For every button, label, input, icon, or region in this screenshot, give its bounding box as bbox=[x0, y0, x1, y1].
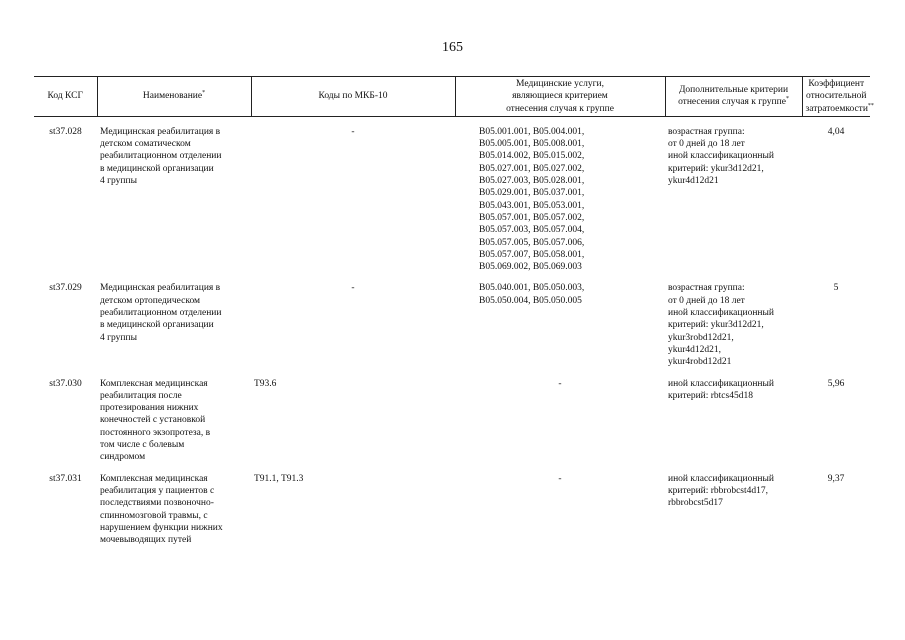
cell-coefficient: 4,04 bbox=[827, 126, 845, 137]
table-row bbox=[34, 116, 870, 276]
cell-coefficient: 5 bbox=[833, 283, 839, 294]
cell-criteria: иной классификационный критерий: rbtcs45d18 bbox=[668, 378, 774, 401]
header-code: Код КСГ bbox=[34, 77, 97, 117]
cell-coefficient: 5,96 bbox=[827, 378, 845, 389]
header-criteria: Дополнительные критерии отнесения случая к группе* bbox=[665, 77, 802, 117]
header-name: Наименование* bbox=[97, 77, 251, 117]
cell-mkb: T91.1, T91.3 bbox=[254, 473, 304, 484]
cell-services: - bbox=[558, 473, 562, 484]
cell-services: B05.001.001, B05.004.001, B05.005.001, B05.008.001, B05.014.002, B05.015.002, B05.027.001, B05.027.002, B05.027.003, B05.028.001, B05.029.001, B05.037.001, B05.043.001, B05.053.001, B05.057.001, B05.057.002, B05.057.003, B05.057.004, B05.057.005, B05.057.006, B05.057.007, B05.058.001, B05.069.002, B05.069.003 bbox=[479, 126, 585, 273]
ksg-table bbox=[34, 76, 874, 549]
cell-criteria: иной классификационный критерий: rbbrobcst4d17, rbbrobcst5d17 bbox=[668, 473, 774, 509]
cell-mkb: - bbox=[351, 126, 355, 137]
table-header-row bbox=[34, 77, 870, 117]
header-services: Медицинские услуги, являющиеся критерием отнесения случая к группе bbox=[455, 77, 665, 117]
page-number: 165 bbox=[442, 40, 463, 55]
cell-code: st37.028 bbox=[49, 126, 82, 137]
cell-criteria: возрастная группа: от 0 дней до 18 лет иной классификационный критерий: ykur3d12d21, ykur4d12d21 bbox=[668, 126, 774, 187]
cell-services: - bbox=[558, 378, 562, 389]
cell-name: Медицинская реабилитация в детском ортопедическом реабилитационном отделении в медицинской организации 4 группы bbox=[100, 283, 222, 343]
cell-name: Комплексная медицинская реабилитация после протезирования нижних конечностей с установкой постоянного экзопротеза, в том числе с болевым синдромом bbox=[100, 378, 211, 463]
cell-mkb: T93.6 bbox=[254, 378, 277, 389]
table-row bbox=[34, 372, 870, 467]
table-row bbox=[34, 276, 870, 371]
cell-services: B05.040.001, B05.050.003, B05.050.004, B05.050.005 bbox=[479, 283, 585, 306]
cell-name: Медицинская реабилитация в детском соматическом реабилитационном отделении в медицинской организации 4 группы bbox=[100, 126, 222, 187]
header-coefficient: Коэффициент относительной затратоемкости** bbox=[802, 77, 870, 117]
header-mkb: Коды по МКБ-10 bbox=[251, 77, 455, 117]
cell-code: st37.030 bbox=[49, 378, 82, 389]
cell-criteria: возрастная группа: от 0 дней до 18 лет иной классификационный критерий: ykur3d12d21, ykur3robd12d21, ykur4d12d21, ykur4robd12d21 bbox=[668, 283, 774, 368]
cell-mkb: - bbox=[351, 283, 355, 294]
cell-code: st37.029 bbox=[49, 283, 82, 294]
cell-coefficient: 9,37 bbox=[827, 473, 845, 484]
cell-code: st37.031 bbox=[49, 473, 82, 484]
cell-name: Комплексная медицинская реабилитация у пациентов с последствиями позвоночно- спинномозговой травмы, с нарушением функции нижних мочевыводящих путей bbox=[100, 473, 223, 546]
table-row bbox=[34, 467, 870, 550]
